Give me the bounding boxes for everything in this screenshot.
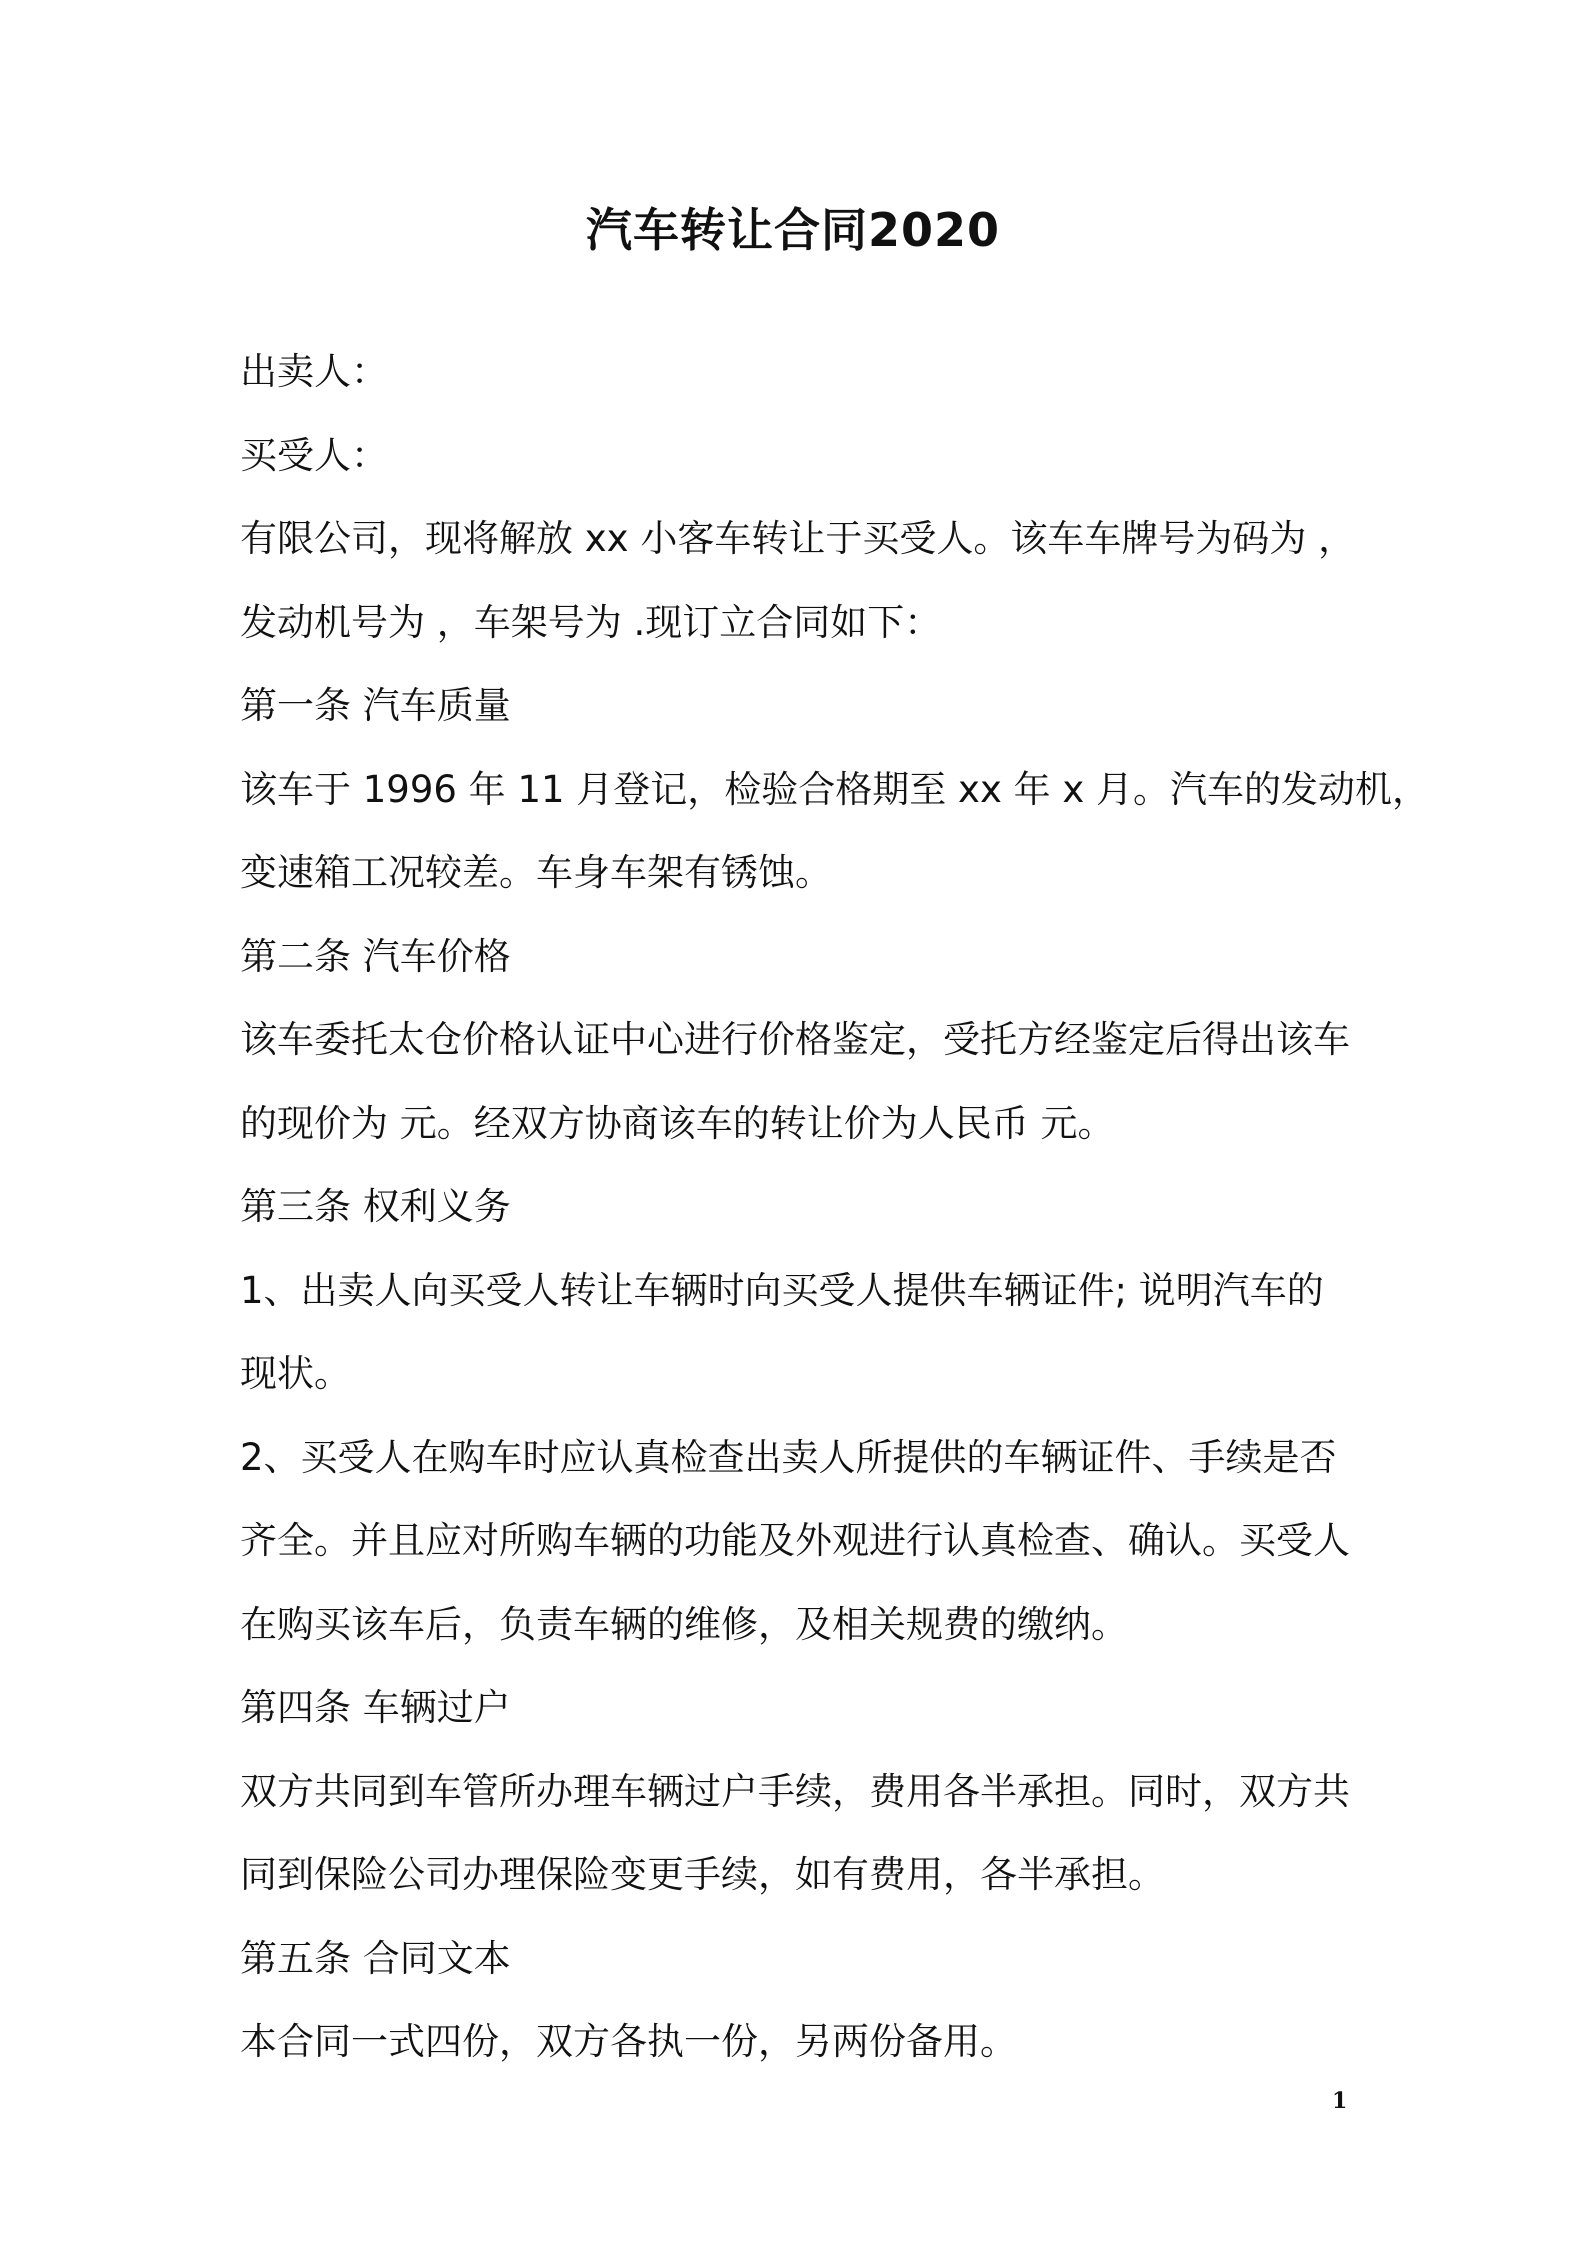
page-number: 1 (1332, 2088, 1348, 2114)
article-3-item-2-line-2: 齐全。并且应对所购车辆的功能及外观进行认真检查、确认。买受人 (240, 1519, 1350, 1562)
article-3-heading: 第三条 权利义务 (240, 1185, 511, 1228)
text-line-intro-2: 发动机号为 ，车架号为 .现订立合同如下： (240, 600, 942, 644)
article-4-line-2: 同到保险公司办理保险变更手续，如有费用，各半承担。 (240, 1853, 1165, 1896)
article-3-item-2-line-3: 在购买该车后，负责车辆的维修，及相关规费的缴纳。 (240, 1602, 1128, 1646)
text-line-buyer: 买受人： (240, 433, 388, 477)
document-title: 汽车转让合同2020 (585, 203, 1001, 257)
article-1-line-2: 变速箱工况较差。车身车架有锈蚀。 (240, 851, 832, 894)
article-5-heading: 第五条 合同文本 (240, 1936, 511, 1980)
article-5-line-1: 本合同一式四份，双方各执一份，另两份备用。 (240, 2020, 1017, 2063)
document-body (240, 330, 1430, 2084)
article-3-item-1-line-2: 现状。 (240, 1352, 351, 1395)
article-3-item-1-line-1: 1、出卖人向买受人转让车辆时向买受人提供车辆证件; 说明汽车的 (240, 1268, 1324, 1312)
text-line-seller: 出卖人： (240, 350, 388, 393)
article-1-line-1: 该车于 1996 年 11 月登记，检验合格期至 xx 年 x 月。汽车的发动机， (240, 767, 1430, 811)
article-4-line-1: 双方共同到车管所办理车辆过户手续，费用各半承担。同时，双方共 (240, 1769, 1350, 1813)
article-1-heading: 第一条 汽车质量 (240, 684, 511, 727)
article-2-line-2: 的现价为 元。经双方协商该车的转让价为人民币 元。 (240, 1101, 1115, 1145)
text-line-intro-1: 有限公司，现将解放 xx 小客车转让于买受人。该车车牌号为码为 ， (240, 517, 1356, 560)
article-4-heading: 第四条 车辆过户 (240, 1686, 511, 1729)
article-2-heading: 第二条 汽车价格 (240, 934, 511, 978)
article-2-line-1: 该车委托太仓价格认证中心进行价格鉴定，受托方经鉴定后得出该车 (240, 1018, 1350, 1061)
article-3-item-2-line-1: 2、买受人在购车时应认真检查出卖人所提供的车辆证件、手续是否 (240, 1435, 1337, 1479)
